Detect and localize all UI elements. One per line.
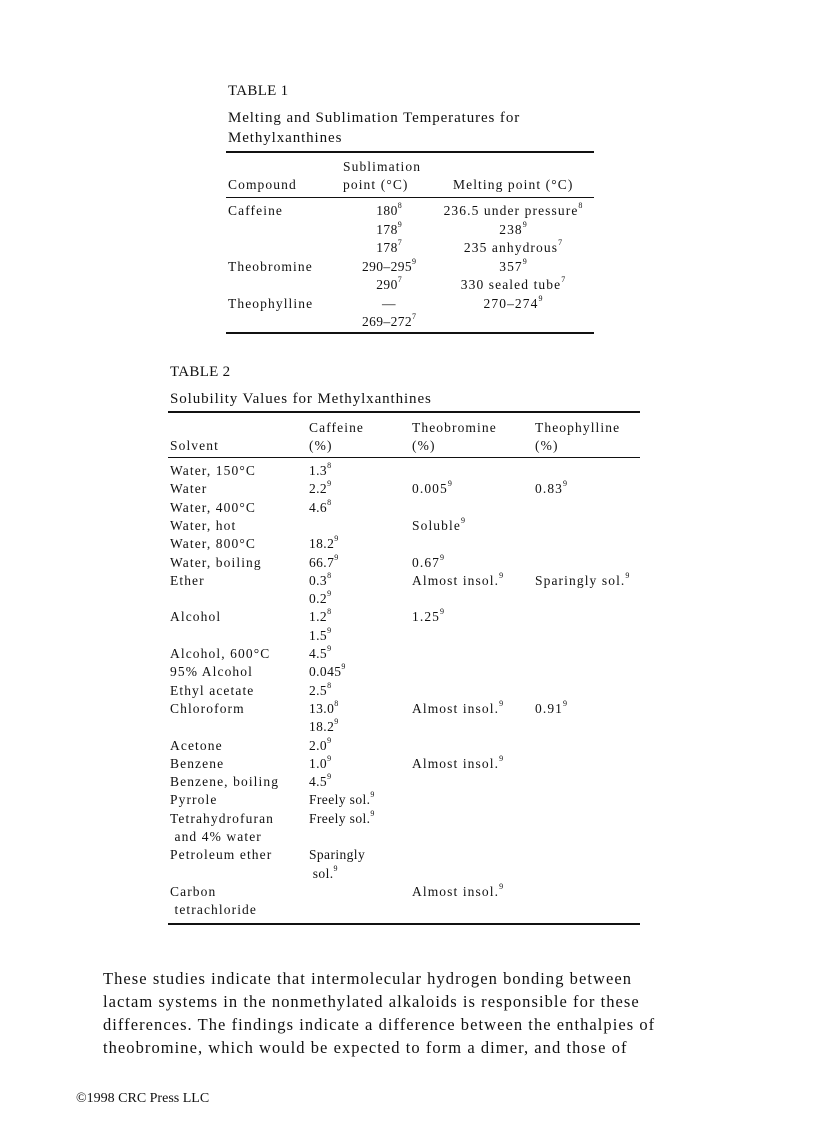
- table1-compound-cell-value: Caffeine: [228, 203, 284, 218]
- table2-solvent-cell-value: Carbon: [170, 883, 217, 899]
- table2-theophylline-cell-ref: 9: [563, 698, 568, 708]
- table2-solvent-cell-value: Ether: [170, 572, 205, 588]
- table1-melting-cell: [430, 293, 596, 312]
- table2-caffeine-cell-value: Freely sol.: [309, 810, 371, 826]
- table2-solvent-cell: [170, 609, 221, 625]
- table2-caffeine-cell-ref: 8: [334, 698, 339, 708]
- table2-caffeine-cell-value: 1.0: [309, 755, 328, 771]
- paragraph-line: These studies indicate that intermolecular hydrogen bonding between: [103, 969, 632, 988]
- table2-theobromine-cell-ref: 9: [499, 753, 504, 763]
- table2-solvent-cell-value: Alcohol: [170, 609, 222, 625]
- table2-caffeine-cell-ref: 8: [327, 461, 332, 470]
- table2-caffeine-cell: [309, 625, 332, 644]
- table2-caffeine-cell-value: 2.0: [309, 737, 328, 753]
- table2-solvent-cell: [170, 756, 224, 772]
- table2-caffeine-cell: [309, 591, 331, 607]
- table2-theobromine-cell-value: 0.67: [412, 554, 441, 570]
- table2-solvent-cell: [170, 847, 272, 863]
- table2-caffeine-cell: [309, 774, 331, 790]
- paragraph-line: theobromine, which would be expected to form a dimer, and those of: [103, 1038, 628, 1057]
- table2-caffeine-cell-ref: 9: [327, 772, 332, 782]
- table2-solvent-cell: [170, 536, 256, 552]
- table1-header-compound: Compound: [228, 177, 297, 192]
- table1-melting-cell-value: 270–274: [483, 295, 539, 311]
- table1-header-melting: Melting point (°C): [453, 177, 574, 192]
- table1-label: TABLE 1: [228, 83, 289, 99]
- table2-solvent-cell: [170, 902, 257, 918]
- table2-solvent-cell: [170, 573, 205, 589]
- table1-title-line2: Methylxanthines: [228, 130, 343, 146]
- table2-theophylline-cell-ref: 9: [625, 570, 630, 580]
- table2-caffeine-cell: [309, 481, 331, 497]
- table1-sublimation-cell-value: 290–295: [361, 258, 413, 274]
- table2-theobromine-cell: [412, 609, 444, 625]
- table2-caffeine-cell: [309, 646, 331, 662]
- table2-solvent-cell: [170, 481, 207, 497]
- table2-solvent-cell-value: Petroleum ether: [170, 847, 273, 863]
- table2-theophylline-cell-ref: 9: [563, 479, 568, 489]
- table1-sublimation-cell-value: 180: [376, 203, 398, 218]
- table2-label: TABLE 2: [170, 364, 231, 380]
- table2-solvent-cell-value: Water: [170, 481, 208, 497]
- table1-header-sublimation-line2: point (°C): [343, 177, 409, 192]
- table2-solvent-cell-value: 95% Alcohol: [170, 664, 253, 680]
- table2-theobromine-cell: [412, 481, 452, 497]
- table2-caffeine-cell: [309, 664, 345, 680]
- table2-caffeine-cell-value: 4.6: [309, 499, 328, 515]
- paragraph-line: lactam systems in the nonmethylated alkaloids is responsible for these: [103, 992, 640, 1011]
- table2-solvent-cell-value: Benzene: [170, 755, 225, 771]
- table1-sublimation-cell-ref: 7: [397, 238, 402, 247]
- table2-solvent-cell-value: Water, 150°C: [170, 463, 256, 478]
- table2-caffeine-cell: [309, 808, 375, 827]
- table1-sublimation-cell-value: 178: [376, 221, 398, 237]
- table1-sublimation-cell: [320, 314, 458, 330]
- table2-caffeine-cell-value: 0.3: [309, 572, 328, 588]
- table1-sublimation-cell-value: 290: [376, 277, 398, 292]
- table2-solvent-cell-value: Chloroform: [170, 700, 245, 716]
- table2-caffeine-cell-ref: 9: [334, 552, 339, 562]
- table2-caffeine-cell-ref: 9: [327, 753, 332, 763]
- table1-compound-cell: [228, 296, 313, 312]
- table1-melting-cell: [430, 240, 596, 256]
- table2-caffeine-cell-value: 2.5: [309, 682, 328, 698]
- table1-melting-cell-value: 357: [499, 258, 523, 274]
- table2-header-solvent: Solvent: [170, 438, 219, 453]
- table2-solvent-cell: [170, 500, 256, 516]
- table1-melting-cell-ref: 9: [522, 219, 527, 229]
- table1-melting-cell-value: 238: [499, 221, 523, 237]
- table2-caffeine-cell-ref: 8: [327, 607, 332, 617]
- table2-caffeine-cell: [309, 552, 339, 571]
- table1-melting-cell-ref: 9: [522, 256, 527, 266]
- table2-solvent-cell-value: Acetone: [170, 737, 223, 753]
- table2-header-theobromine-line2: (%): [412, 438, 436, 453]
- table1-melting-cell: [430, 277, 596, 293]
- table1-sublimation-cell-ref: 9: [397, 219, 402, 229]
- table1-melting-cell-value: 235 anhydrous: [463, 240, 559, 255]
- table2-theobromine-cell: [412, 753, 504, 772]
- table2-caffeine-cell: [309, 570, 332, 589]
- table2-caffeine-cell-ref: 9: [327, 644, 332, 653]
- table1-melting-cell-ref: 9: [538, 293, 543, 303]
- table2-theobromine-cell: [412, 570, 504, 589]
- table1-sublimation-cell-ref: 7: [397, 275, 402, 284]
- table1-top-rule: [226, 151, 594, 153]
- table2-theobromine-cell: [412, 698, 504, 717]
- table2-header-theobromine-line1: Theobromine: [412, 420, 497, 435]
- table2-theobromine-cell-ref: 9: [447, 479, 452, 489]
- table2-solvent-cell-value: Alcohol, 600°C: [170, 646, 271, 661]
- table2-solvent-cell: [170, 792, 217, 808]
- table2-caffeine-cell-value: 13.0: [309, 700, 335, 716]
- table2-solvent-cell-value: Pyrrole: [170, 792, 218, 808]
- table1-sublimation-cell-value: 269–272: [361, 314, 413, 329]
- table1-compound-cell-value: Theophylline: [228, 295, 314, 311]
- table1-compound-cell: [228, 203, 283, 219]
- table2-caffeine-cell: [309, 609, 331, 625]
- table2-theophylline-cell-value: Sparingly sol.: [535, 572, 626, 588]
- table2-theobromine-cell-value: Almost insol.: [412, 700, 500, 716]
- table2-solvent-cell: [170, 884, 216, 900]
- table2-header-caffeine-line1: Caffeine: [309, 420, 365, 435]
- table2-caffeine-cell: [309, 719, 338, 735]
- table2-solvent-cell-value: Ethyl acetate: [170, 682, 255, 698]
- table2-caffeine-cell-value: 1.2: [309, 609, 328, 625]
- table2-caffeine-cell-value: 4.5: [309, 646, 328, 661]
- table2-theobromine-cell-ref: 9: [499, 698, 504, 708]
- table2-theobromine-cell-value: Almost insol.: [412, 883, 500, 899]
- table2-theophylline-cell: [535, 698, 568, 717]
- table2-theobromine-cell-value: Almost insol.: [412, 572, 500, 588]
- table2-caffeine-cell: [309, 698, 339, 717]
- table1-sublimation-cell-value: 178: [376, 240, 398, 255]
- table2-solvent-cell: [170, 646, 270, 662]
- table2-caffeine-cell-value: Sparingly: [309, 847, 366, 863]
- table2-solvent-cell-value: Tetrahydrofuran: [170, 810, 275, 826]
- table1-melting-cell-ref: 7: [558, 238, 563, 247]
- table2-caffeine-cell-ref: 8: [327, 497, 332, 507]
- table2-theobromine-cell: [412, 515, 465, 534]
- table2-theophylline-cell-value: 0.91: [535, 700, 564, 716]
- table2-solvent-cell-value: and 4% water: [170, 829, 262, 844]
- table2-header-caffeine-line2: (%): [309, 438, 333, 453]
- table2-header-theophylline-line1: Theophylline: [535, 420, 621, 435]
- table1-bottom-rule: [226, 332, 594, 334]
- table2-theobromine-cell: [412, 552, 445, 571]
- table2-solvent-cell: [170, 518, 236, 534]
- table2-caffeine-cell: [309, 792, 374, 808]
- table2-theobromine-cell-ref: 9: [440, 552, 445, 562]
- table2-caffeine-cell-value: 4.5: [309, 774, 328, 790]
- table2-solvent-cell-value: Water, 400°C: [170, 499, 256, 515]
- table2-solvent-cell-value: Water, boiling: [170, 554, 262, 570]
- table1-title-line1: Melting and Sublimation Temperatures for: [228, 110, 521, 126]
- table2-header-rule: [168, 457, 640, 458]
- table2-caffeine-cell-ref: 9: [327, 735, 332, 745]
- table2-caffeine-cell-value: sol.: [309, 865, 334, 881]
- table2-caffeine-cell-ref: 8: [327, 680, 332, 690]
- table2-theobromine-cell-ref: 9: [440, 607, 445, 617]
- table2-caffeine-cell-ref: 9: [327, 479, 332, 489]
- table2-theobromine-cell-ref: 9: [499, 881, 504, 891]
- table2-theobromine-cell-value: 1.25: [412, 609, 441, 625]
- table2-solvent-cell-value: Water, 800°C: [170, 536, 256, 552]
- table2-solvent-cell-value: tetrachloride: [170, 902, 257, 918]
- table2-caffeine-cell-ref: 9: [327, 589, 332, 599]
- table2-caffeine-cell-ref: 9: [327, 625, 332, 635]
- table2-caffeine-cell-value: 1.3: [309, 463, 328, 478]
- table1-sublimation-cell-ref: 8: [397, 201, 402, 210]
- table2-caffeine-cell-value: 66.7: [309, 554, 335, 570]
- table1-sublimation-cell-ref: 7: [412, 312, 417, 321]
- table1-melting-cell-value: 330 sealed tube: [460, 277, 562, 292]
- table2-theobromine-cell-ref: 9: [499, 570, 504, 580]
- table2-theophylline-cell: [535, 481, 567, 497]
- copyright-footer: ©1998 CRC Press LLC: [76, 1091, 210, 1106]
- table2-solvent-cell: [170, 738, 223, 754]
- table1-header-rule: [226, 197, 594, 198]
- table2-caffeine-cell: [309, 863, 338, 882]
- table2-caffeine-cell-value: 0.2: [309, 591, 328, 607]
- table2-caffeine-cell-ref: 9: [334, 534, 339, 544]
- table2-solvent-cell: [170, 811, 274, 827]
- table2-caffeine-cell-ref: 9: [333, 863, 338, 873]
- table2-solvent-cell: [170, 701, 245, 717]
- table2-caffeine-cell: [309, 680, 332, 699]
- table2-caffeine-cell: [309, 463, 331, 479]
- table1-header-sublimation-line1: Sublimation: [343, 159, 422, 174]
- table2-caffeine-cell-value: 1.5: [309, 627, 328, 643]
- table1-melting-cell-value: 236.5 under pressure: [443, 203, 579, 218]
- table1-compound-cell: [228, 259, 313, 275]
- table2-solvent-cell: [170, 463, 256, 479]
- table2-caffeine-cell: [309, 753, 332, 772]
- table2-theobromine-cell-value: Almost insol.: [412, 755, 500, 771]
- table2-caffeine-cell-ref: 8: [327, 570, 332, 580]
- table2-caffeine-cell: [309, 735, 332, 754]
- table2-theobromine-cell: [412, 881, 504, 900]
- table2-theobromine-cell-value: 0.005: [412, 481, 448, 497]
- table2-caffeine-cell: [309, 497, 332, 516]
- table1-melting-cell: [430, 219, 596, 238]
- table2-caffeine-cell-ref: 9: [334, 717, 339, 727]
- table2-theobromine-cell-value: Soluble: [412, 517, 461, 533]
- table2-caffeine-cell-ref: 9: [370, 790, 375, 800]
- table2-caffeine-cell-value: 2.2: [309, 481, 328, 497]
- table2-solvent-cell-value: Water, hot: [170, 517, 237, 533]
- table1-sublimation-cell-ref: 9: [412, 256, 417, 266]
- table2-solvent-cell: [170, 774, 279, 790]
- table2-theophylline-cell-value: 0.83: [535, 481, 564, 497]
- table2-solvent-cell: [170, 683, 254, 699]
- table1-melting-cell: [430, 203, 596, 219]
- table2-bottom-rule: [168, 923, 640, 925]
- table2-header-theophylline-line2: (%): [535, 438, 559, 453]
- table2-solvent-cell-value: Benzene, boiling: [170, 774, 280, 790]
- table1-sublimation-cell-value: —: [382, 295, 396, 311]
- table2-title: Solubility Values for Methylxanthines: [170, 391, 432, 407]
- table2-caffeine-cell-value: 18.2: [309, 536, 335, 552]
- table2-caffeine-cell-value: Freely sol.: [309, 792, 371, 808]
- table2-caffeine-cell: [309, 536, 338, 552]
- table1-melting-cell: [430, 256, 596, 275]
- table2-caffeine-cell: [309, 847, 365, 863]
- table2-theobromine-cell-ref: 9: [460, 515, 465, 525]
- table2-solvent-cell: [170, 664, 253, 680]
- table2-top-rule: [168, 411, 640, 413]
- paragraph-line: differences. The findings indicate a difference between the enthalpies of: [103, 1015, 656, 1034]
- table1-compound-cell-value: Theobromine: [228, 258, 313, 274]
- table1-melting-cell-ref: 8: [578, 201, 583, 210]
- table2-caffeine-cell-value: 18.2: [309, 719, 335, 735]
- table2-caffeine-cell-value: 0.045: [309, 664, 342, 680]
- table2-solvent-cell: [170, 829, 262, 845]
- table2-caffeine-cell-ref: 9: [341, 662, 346, 672]
- table2-caffeine-cell-ref: 9: [370, 808, 375, 818]
- table1-melting-cell-ref: 7: [561, 275, 566, 284]
- table2-theophylline-cell: [535, 570, 630, 589]
- table2-solvent-cell: [170, 555, 262, 571]
